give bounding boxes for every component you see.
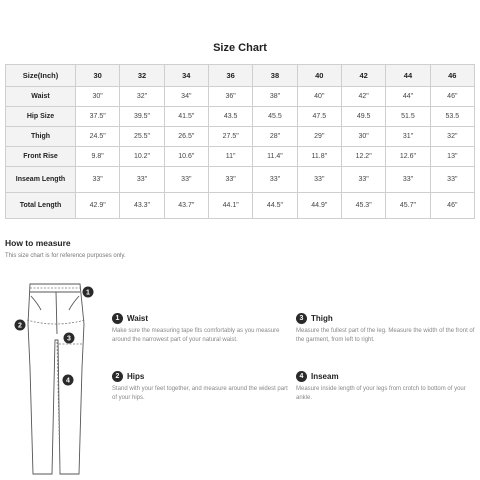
header-size: 36 bbox=[208, 65, 252, 87]
table-cell: 44.1" bbox=[208, 193, 252, 219]
step-thigh bbox=[296, 312, 476, 344]
step-hips bbox=[112, 370, 292, 402]
table-cell: 27.5" bbox=[208, 127, 252, 147]
table-cell: 42" bbox=[341, 87, 385, 107]
table-cell: 28" bbox=[253, 127, 297, 147]
step-name: Hips bbox=[127, 371, 145, 381]
table-cell: 36" bbox=[208, 87, 252, 107]
step-name: Thigh bbox=[311, 313, 333, 323]
step-description: Measure the fullest part of the leg. Measure the width of the front of the garment, from left to right. bbox=[296, 328, 475, 343]
table-cell: 33" bbox=[386, 167, 430, 193]
table-cell: 31" bbox=[386, 127, 430, 147]
table-cell: 24.5" bbox=[76, 127, 120, 147]
pocket-right bbox=[69, 296, 79, 310]
table-cell: 10.2" bbox=[120, 147, 164, 167]
header-size: 34 bbox=[164, 65, 208, 87]
table-cell: 33" bbox=[164, 167, 208, 193]
step-description: Stand with your feet together, and measure around the widest part of your hips. bbox=[112, 386, 288, 401]
table-cell: 12.6" bbox=[386, 147, 430, 167]
table-header-row bbox=[6, 65, 475, 87]
marker-4 bbox=[63, 375, 74, 386]
table-cell: 9.8" bbox=[76, 147, 120, 167]
table-row bbox=[6, 87, 475, 107]
page-title: Size Chart bbox=[213, 42, 267, 54]
table-cell: 33" bbox=[341, 167, 385, 193]
reference-note: This size chart is for reference purposes only. bbox=[5, 253, 126, 259]
table-cell: 43.3" bbox=[120, 193, 164, 219]
header-size: 30 bbox=[76, 65, 120, 87]
table-cell: 25.5" bbox=[120, 127, 164, 147]
table-cell: 46" bbox=[430, 87, 474, 107]
table-cell: 45.7" bbox=[386, 193, 430, 219]
header-size: 44 bbox=[386, 65, 430, 87]
table-cell: 53.5 bbox=[430, 107, 474, 127]
table-cell: 32" bbox=[120, 87, 164, 107]
table-cell: 38" bbox=[253, 87, 297, 107]
marker-1 bbox=[83, 287, 94, 298]
step-name: Inseam bbox=[311, 371, 339, 381]
table-cell: 51.5 bbox=[386, 107, 430, 127]
table-cell: 37.5" bbox=[76, 107, 120, 127]
table-cell: 49.5 bbox=[341, 107, 385, 127]
table-cell: 32" bbox=[430, 127, 474, 147]
pants-outline bbox=[28, 284, 84, 474]
table-cell: 39.5" bbox=[120, 107, 164, 127]
marker-2-label: 2 bbox=[18, 322, 22, 330]
step-inseam bbox=[296, 370, 476, 402]
table-cell: 45.5 bbox=[253, 107, 297, 127]
table-cell: 43.5 bbox=[208, 107, 252, 127]
step-number-badge: 3 bbox=[296, 313, 307, 324]
hip-measure-line bbox=[27, 320, 85, 324]
step-number-badge: 2 bbox=[112, 371, 123, 382]
step-number-badge: 4 bbox=[296, 371, 307, 382]
table-cell: 29" bbox=[297, 127, 341, 147]
marker-3-label: 3 bbox=[67, 335, 71, 343]
table-cell: 30" bbox=[76, 87, 120, 107]
table-cell: 33" bbox=[430, 167, 474, 193]
step-description: Measure inside length of your legs from crotch to bottom of your ankle. bbox=[296, 386, 466, 401]
table-cell: 30" bbox=[341, 127, 385, 147]
row-label: Front Rise bbox=[6, 147, 76, 167]
table-cell: 46" bbox=[430, 193, 474, 219]
table-cell: 44.9" bbox=[297, 193, 341, 219]
header-size: 38 bbox=[253, 65, 297, 87]
table-cell: 34" bbox=[164, 87, 208, 107]
table-cell: 11.8" bbox=[297, 147, 341, 167]
table-cell: 11.4" bbox=[253, 147, 297, 167]
step-description: Make sure the measuring tape fits comfortably as you measure around the narrowest part of your natural waist. bbox=[112, 328, 280, 343]
table-cell: 10.6" bbox=[164, 147, 208, 167]
table-cell: 47.5 bbox=[297, 107, 341, 127]
table-row bbox=[6, 147, 475, 167]
row-label: Total Length bbox=[6, 193, 76, 219]
table-cell: 11" bbox=[208, 147, 252, 167]
marker-3 bbox=[64, 333, 75, 344]
marker-4-label: 4 bbox=[66, 377, 70, 385]
table-cell: 33" bbox=[297, 167, 341, 193]
table-cell: 45.3" bbox=[341, 193, 385, 219]
pocket-left bbox=[31, 296, 41, 310]
marker-2 bbox=[15, 320, 26, 331]
table-cell: 33" bbox=[253, 167, 297, 193]
step-number-badge: 1 bbox=[112, 313, 123, 324]
table-row bbox=[6, 107, 475, 127]
table-row bbox=[6, 193, 475, 219]
table-cell: 26.5" bbox=[164, 127, 208, 147]
marker-1-label: 1 bbox=[86, 289, 90, 297]
size-chart-table bbox=[5, 64, 475, 219]
table-cell: 13" bbox=[430, 147, 474, 167]
row-label: Hip Size bbox=[6, 107, 76, 127]
table-cell: 40" bbox=[297, 87, 341, 107]
step-name: Waist bbox=[127, 313, 149, 323]
step-waist bbox=[112, 312, 292, 344]
row-label: Waist bbox=[6, 87, 76, 107]
header-size: 40 bbox=[297, 65, 341, 87]
table-cell: 44" bbox=[386, 87, 430, 107]
fly-line bbox=[56, 292, 57, 334]
row-label: Inseam Length bbox=[6, 167, 76, 193]
how-to-measure-heading: How to measure bbox=[5, 238, 71, 248]
table-cell: 42.9" bbox=[76, 193, 120, 219]
header-size: 42 bbox=[341, 65, 385, 87]
header-label: Size(Inch) bbox=[6, 65, 76, 87]
table-cell: 43.7" bbox=[164, 193, 208, 219]
pants-diagram bbox=[8, 278, 108, 480]
header-size: 46 bbox=[430, 65, 474, 87]
header-size: 32 bbox=[120, 65, 164, 87]
table-cell: 41.5" bbox=[164, 107, 208, 127]
table-cell: 44.5" bbox=[253, 193, 297, 219]
table-cell: 33" bbox=[76, 167, 120, 193]
table-row bbox=[6, 167, 475, 193]
table-row bbox=[6, 127, 475, 147]
table-cell: 33" bbox=[120, 167, 164, 193]
table-cell: 12.2" bbox=[341, 147, 385, 167]
table-cell: 33" bbox=[208, 167, 252, 193]
row-label: Thigh bbox=[6, 127, 76, 147]
